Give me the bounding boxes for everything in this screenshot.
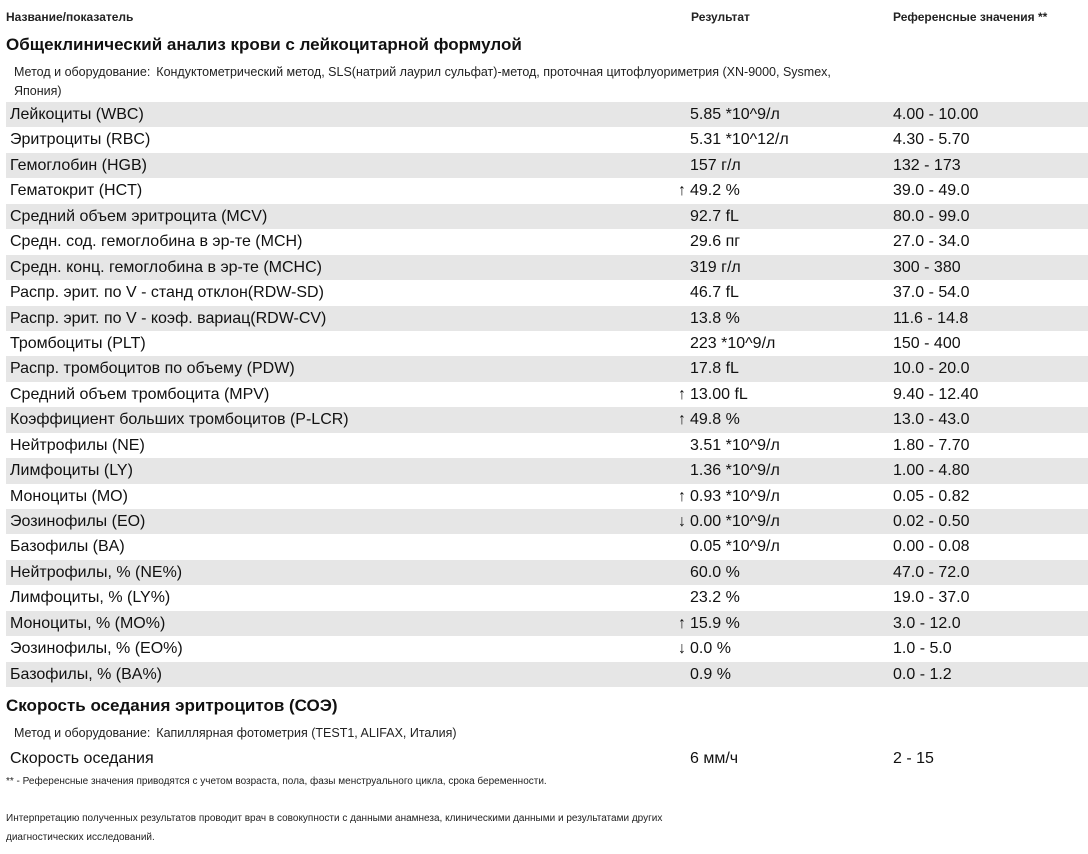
column-header-result: Результат	[691, 10, 750, 24]
row-result: 49.2 %	[690, 182, 740, 200]
row-reference: 19.0 - 37.0	[893, 589, 970, 607]
row-reference: 37.0 - 54.0	[893, 284, 970, 302]
row-result: 23.2 %	[690, 589, 740, 607]
row-name: Лимфоциты (LY)	[10, 462, 133, 480]
table-row	[6, 356, 1088, 381]
esr-ref: 2 - 15	[893, 750, 934, 767]
arrow-up-icon: ↑	[678, 487, 686, 505]
row-name: Средний объем эритроцита (MCV)	[10, 207, 268, 225]
row-result: 15.9 %	[690, 614, 740, 632]
table-row	[6, 153, 1088, 178]
row-reference: 0.02 - 0.50	[893, 513, 970, 530]
row-reference: 150 - 400	[893, 334, 961, 352]
row-result: 0.0 %	[690, 640, 731, 658]
row-name: Базофилы, % (BA%)	[10, 665, 162, 683]
method-text-cont: Япония)	[14, 84, 62, 98]
row-reference: 1.80 - 7.70	[893, 436, 970, 454]
row-reference: 1.0 - 5.0	[893, 640, 952, 658]
arrow-up-icon: ↑	[678, 411, 686, 429]
table-row	[6, 127, 1088, 152]
row-result: 13.8 %	[690, 309, 740, 327]
table-row	[6, 178, 1088, 203]
results-table	[6, 102, 1088, 687]
row-reference: 10.0 - 20.0	[893, 360, 970, 378]
arrow-up-icon: ↑	[678, 182, 686, 200]
section-title-esr: Скорость оседания эритроцитов (СОЭ)	[6, 696, 338, 715]
arrow-up-icon: ↑	[678, 614, 686, 632]
row-name: Базофилы (BA)	[10, 538, 125, 556]
row-reference: 300 - 380	[893, 258, 961, 276]
row-reference: 132 - 173	[893, 156, 961, 174]
row-name: Гематокрит (HCT)	[10, 182, 143, 200]
table-row	[6, 255, 1088, 280]
row-name: Нейтрофилы (NE)	[10, 436, 145, 454]
row-name: Распр. тромбоцитов по объему (PDW)	[10, 360, 295, 378]
row-result: 60.0 %	[690, 563, 740, 581]
row-reference: 13.0 - 43.0	[893, 411, 970, 429]
table-row	[6, 280, 1088, 305]
interpretation-line-1: Интерпретацию полученных результатов проводит врач в совокупности с данными анамнеза, клиническими данными и результатами других	[6, 813, 663, 824]
row-result: 29.6 пг	[690, 233, 741, 251]
method-esr	[14, 724, 457, 743]
row-result: 92.7 fL	[690, 207, 739, 225]
table-row	[6, 611, 1088, 636]
row-name: Эритроциты (RBC)	[10, 131, 151, 149]
row-result: 5.31 *10^12/л	[690, 131, 789, 149]
row-reference: 0.00 - 0.08	[893, 538, 970, 556]
row-reference: 39.0 - 49.0	[893, 182, 970, 200]
row-name: Лимфоциты, % (LY%)	[10, 589, 171, 607]
row-reference: 11.6 - 14.8	[893, 309, 969, 327]
row-name: Моноциты, % (MO%)	[10, 614, 166, 632]
row-reference: 80.0 - 99.0	[893, 207, 970, 225]
section-title-cbc: Общеклинический анализ крови с лейкоцитарной формулой	[6, 35, 522, 54]
row-name: Гемоглобин (HGB)	[10, 156, 147, 174]
row-name: Коэффициент больших тромбоцитов (P-LCR)	[10, 411, 349, 429]
row-result: 0.00 *10^9/л	[690, 513, 780, 530]
column-header-reference: Референсные значения **	[893, 10, 1048, 24]
row-result: 0.93 *10^9/л	[690, 487, 780, 505]
table-row	[6, 306, 1088, 331]
table-row	[6, 407, 1088, 432]
table-row	[6, 585, 1088, 610]
row-name: Эозинофилы, % (EO%)	[10, 640, 183, 658]
row-reference: 27.0 - 34.0	[893, 233, 970, 251]
row-result: 223 *10^9/л	[690, 334, 776, 352]
row-reference: 47.0 - 72.0	[893, 563, 970, 581]
table-row	[6, 458, 1088, 483]
method-text: Кондуктометрический метод, SLS(натрий лаурил сульфат)-метод, проточная цитофлуориметрия (XN-9000, Sysmex,	[156, 65, 831, 79]
table-row	[6, 534, 1088, 559]
row-result: 157 г/л	[690, 156, 741, 174]
arrow-down-icon: ↓	[678, 640, 686, 658]
method-label: Метод и оборудование:	[14, 726, 151, 740]
table-row	[6, 331, 1088, 356]
row-name: Моноциты (MO)	[10, 487, 128, 505]
row-reference: 4.30 - 5.70	[893, 131, 970, 149]
row-name: Средн. сод. гемоглобина в эр-те (MCH)	[10, 233, 303, 251]
row-name: Распр. эрит. по V - коэф. вариац(RDW-CV)	[10, 309, 327, 327]
row-result: 1.36 *10^9/л	[690, 462, 780, 480]
arrow-up-icon: ↑	[678, 385, 686, 403]
table-row	[6, 229, 1088, 254]
row-name: Тромбоциты (PLT)	[10, 334, 146, 352]
table-row	[6, 509, 1088, 534]
table-row	[6, 204, 1088, 229]
esr-row	[6, 746, 1088, 774]
row-result: 46.7 fL	[690, 284, 739, 302]
footnote: ** - Референсные значения приводятся с учетом возраста, пола, фазы менструального цикла, срока беременности.	[6, 776, 547, 787]
row-name: Средний объем тромбоцита (MPV)	[10, 385, 270, 403]
row-reference: 4.00 - 10.00	[893, 106, 979, 123]
table-row	[6, 484, 1088, 509]
method-label: Метод и оборудование:	[14, 65, 151, 79]
row-result: 49.8 %	[690, 411, 740, 429]
row-name: Лейкоциты (WBC)	[10, 106, 144, 123]
row-name: Эозинофилы (EO)	[10, 513, 146, 530]
table-row	[6, 102, 1088, 127]
row-name: Распр. эрит. по V - станд отклон(RDW-SD)	[10, 284, 324, 302]
row-result: 319 г/л	[690, 258, 741, 276]
row-reference: 0.05 - 0.82	[893, 487, 970, 505]
arrow-down-icon: ↓	[678, 513, 686, 530]
esr-name: Скорость оседания	[10, 750, 154, 767]
table-row	[6, 433, 1088, 458]
row-reference: 3.0 - 12.0	[893, 614, 961, 632]
row-result: 13.00 fL	[690, 385, 748, 403]
row-result: 3.51 *10^9/л	[690, 436, 780, 454]
row-reference: 0.0 - 1.2	[893, 665, 952, 683]
table-row	[6, 636, 1088, 661]
row-name: Средн. конц. гемоглобина в эр-те (MCHC)	[10, 258, 322, 276]
esr-result: 6 мм/ч	[690, 750, 739, 767]
table-row	[6, 560, 1088, 585]
column-header-name: Название/показатель	[6, 10, 134, 24]
row-result: 5.85 *10^9/л	[690, 106, 780, 123]
method-cbc	[14, 63, 831, 101]
table-row	[6, 662, 1088, 687]
row-name: Нейтрофилы, % (NE%)	[10, 563, 183, 581]
table-row	[6, 382, 1088, 407]
row-result: 0.05 *10^9/л	[690, 538, 780, 556]
row-reference: 9.40 - 12.40	[893, 385, 979, 403]
row-result: 17.8 fL	[690, 360, 739, 378]
interpretation-line-2: диагностических исследований.	[6, 832, 155, 843]
method-text: Капиллярная фотометрия (TEST1, ALIFAX, Италия)	[156, 726, 457, 740]
row-result: 0.9 %	[690, 665, 731, 683]
row-reference: 1.00 - 4.80	[893, 462, 970, 480]
